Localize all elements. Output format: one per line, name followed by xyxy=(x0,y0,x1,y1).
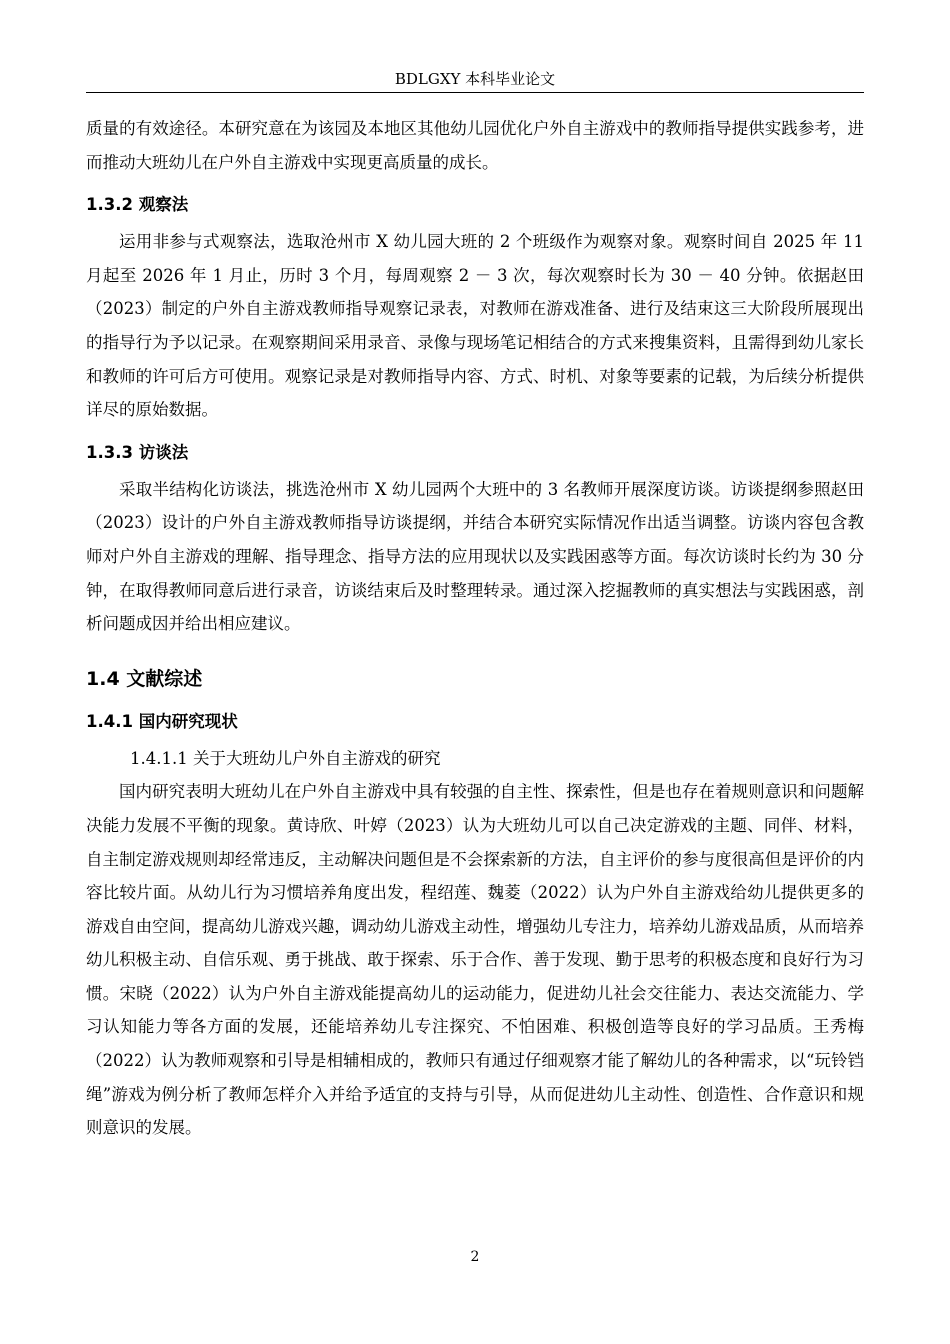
section-heading-1-4: 1.4 文献综述 xyxy=(86,667,203,690)
section-heading-1-3-2: 1.3.2 观察法 xyxy=(86,195,189,215)
page-header xyxy=(86,66,864,93)
paragraph-observation-method: 运用非参与式观察法，选取沧州市 X 幼儿园大班的 2 个班级作为观察对象。观察时间自 2025 年 11 月起至 2026 年 1 月止，历时 3 个月，每周观察 2 － 3 次，每次观察时长为 30 － 40 分钟。依据赵田（2023）制定的户外自主游戏教师指导观察记录表，对教师在游戏准备、进行及结束这三大阶段所展现出的指导行为予以记录。在观察期间采用录音、录像与现场笔记相结合的方式来搜集资料，且需得到幼儿家长和教师的许可后方可使用。观察记录是对教师指导内容、方式、时机、对象等要素的记载，为后续分析提供详尽的原始数据。 xyxy=(86,232,864,420)
document-body xyxy=(86,112,864,1145)
paragraph-domestic-research: 国内研究表明大班幼儿在户外自主游戏中具有较强的自主性、探索性，但是也存在着规则意识和问题解决能力发展不平衡的现象。黄诗欣、叶婷（2023）认为大班幼儿可以自己决定游戏的主题、同伴、材料，自主制定游戏规则却经常违反，主动解决问题但是不会探索新的方法，自主评价的参与度很高但是评价的内容比较片面。从幼儿行为习惯培养角度出发，程绍莲、魏菱（2022）认为户外自主游戏给幼儿提供更多的游戏自由空间，提高幼儿游戏兴趣，调动幼儿游戏主动性，增强幼儿专注力，培养幼儿游戏品质，从而培养幼儿积极主动、自信乐观、勇于挑战、敢于探索、乐于合作、善于发现、勤于思考的积极态度和良好行为习惯。宋晓（2022）认为户外自主游戏能提高幼儿的运动能力，促进幼儿社会交往能力、表达交流能力、学习认知能力等各方面的发展，还能培养幼儿专注探究、不怕困难、积极创造等良好的学习品质。王秀梅（2022）认为教师观察和引导是相辅相成的，教师只有通过仔细观察才能了解幼儿的各种需求，以“玩铃铛绳”游戏为例分析了教师怎样介入并给予适宜的支持与引导，从而促进幼儿主动性、创造性、合作意识和规则意识的发展。 xyxy=(86,782,864,1138)
section-heading-1-3-3: 1.3.3 访谈法 xyxy=(86,442,189,462)
intro-paragraph: 质量的有效途径。本研究意在为该园及本地区其他幼儿园优化户外自主游戏中的教师指导提供实践参考，进而推动大班幼儿在户外自主游戏中实现更高质量的成长。 xyxy=(86,119,864,172)
subsection-heading-1-4-1-1: 1.4.1.1 关于大班幼儿户外自主游戏的研究 xyxy=(130,748,441,768)
header-title: BDLGXY 本科毕业论文 xyxy=(394,70,556,88)
paragraph-interview-method: 采取半结构化访谈法，挑选沧州市 X 幼儿园两个大班中的 3 名教师开展深度访谈。访谈提纲参照赵田（2023）设计的户外自主游戏教师指导访谈提纲，并结合本研究实际情况作出适当调整。访谈内容包含教师对户外自主游戏的理解、指导理念、指导方法的应用现状以及实践困惑等方面。每次访谈时长约为 30 分钟，在取得教师同意后进行录音，访谈结束后及时整理转录。通过深入挖掘教师的真实想法与实践困惑，剖析问题成因并给出相应建议。 xyxy=(86,479,864,634)
page-number: 2 xyxy=(470,1249,480,1265)
section-heading-1-4-1: 1.4.1 国内研究现状 xyxy=(86,711,238,731)
